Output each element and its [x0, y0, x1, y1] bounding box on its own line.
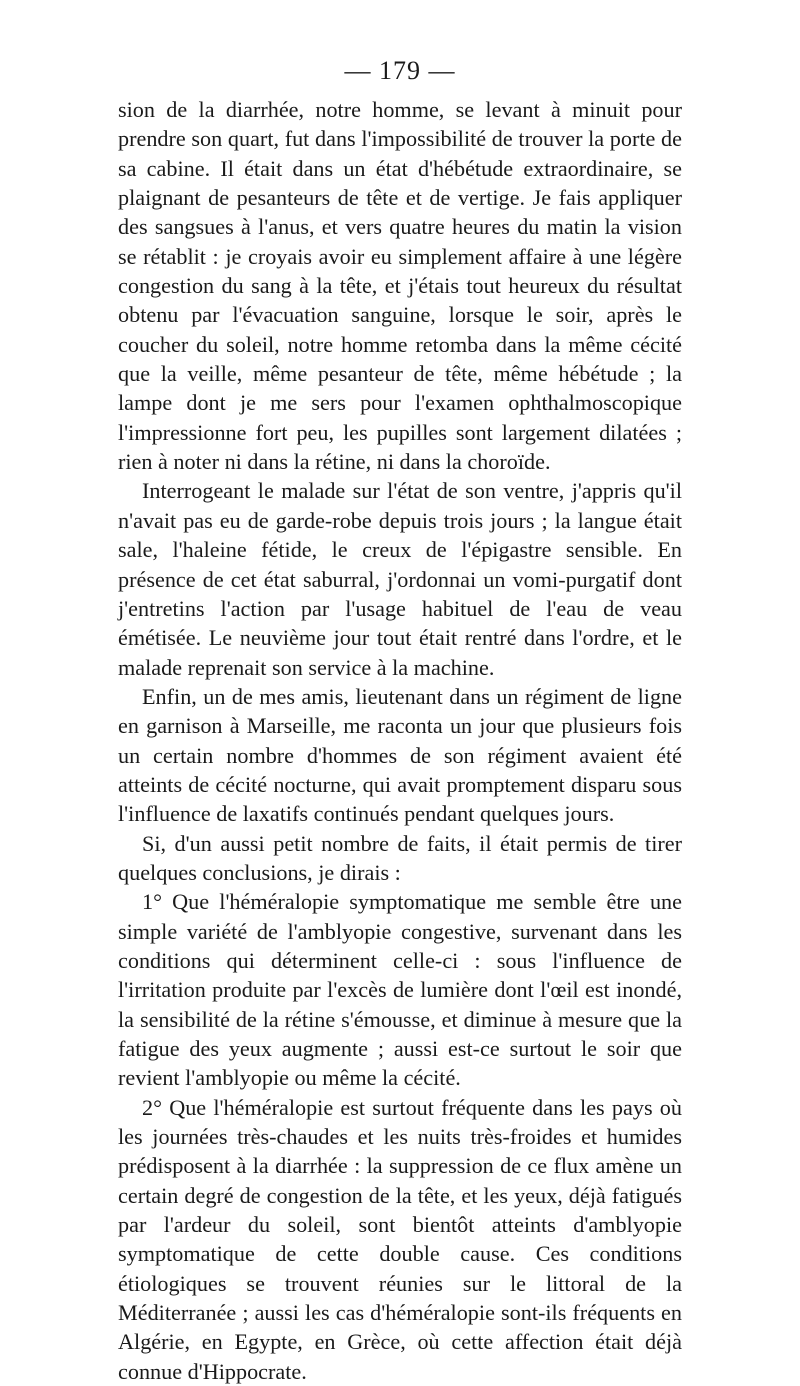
body-text — [118, 95, 682, 1386]
paragraph: sion de la diarrhée, notre homme, se levant à minuit pour prendre son quart, fut dans l'impossibilité de trouver la porte de sa cabine. Il était dans un état d'hébétude extraordinaire, se plaignant de pesanteurs de tête et de vertige. Je fais appliquer des sangsues à l'anus, et vers quatre heures du matin la vision se rétablit : je croyais avoir eu simplement affaire à une légère congestion du sang à la tête, et j'étais tout heureux du résultat obtenu par l'évacuation sanguine, lorsque le soir, après le coucher du soleil, notre homme retomba dans la même cécité que la veille, même pesanteur de tête, même hébétude ; la lampe dont je me sers pour l'examen ophthalmoscopique l'impressionne fort peu, les pupilles sont largement dilatées ; rien à noter ni dans la rétine, ni dans la choroïde. — [118, 97, 682, 475]
paragraph: Si, d'un aussi petit nombre de faits, il était permis de tirer quelques conclusions, je dirais : — [118, 830, 682, 885]
numbered-conclusion: 2° Que l'héméralopie est surtout fréquente dans les pays où les journées très-chaudes et les nuits très-froides et humides prédisposent à la diarrhée : la suppression de ce flux amène un certain degré de congestion de la tête, et les yeux, déjà fatigués par l'ardeur du soleil, sont bientôt atteints d'amblyopie symptomatique de cette double cause. Ces conditions étiologiques se trouvent réunies sur le littoral de la Méditerranée ; aussi les cas d'héméralopie sont-ils fréquents en Algérie, en Egypte, en Grèce, où cette affection était déjà connue d'Hippocrate. — [118, 1094, 682, 1384]
paragraph: Enfin, un de mes amis, lieutenant dans un régiment de ligne en garnison à Marseille, me raconta un jour que plusieurs fois un certain nombre d'hommes de son régiment avaient été atteints de cécité nocturne, qui avait promptement disparu sous l'influence de laxatifs continués pendant quelques jours. — [118, 683, 682, 827]
numbered-conclusion: 1° Que l'héméralopie symptomatique me semble être une simple variété de l'amblyopie congestive, survenant dans les conditions qui déterminent celle-ci : sous l'influence de l'irritation produite par l'excès de lumière dont l'œil est inondé, la sensibilité de la rétine s'émousse, et diminue à mesure que la fatigue des yeux augmente ; aussi est-ce surtout le soir que revient l'amblyopie ou même la cécité. — [118, 889, 682, 1091]
page-number: — 179 — — [344, 56, 456, 85]
paragraph: Interrogeant le malade sur l'état de son ventre, j'appris qu'il n'avait pas eu de garde-robe depuis trois jours ; la langue était sale, l'haleine fétide, le creux de l'épigastre sensible. En présence de cet état saburral, j'ordonnai un vomi-purgatif dont j'entretins l'action par l'usage habituel de l'eau de veau émétisée. Le neuvième jour tout était rentré dans l'ordre, et le malade reprenait son service à la machine. — [118, 478, 682, 680]
